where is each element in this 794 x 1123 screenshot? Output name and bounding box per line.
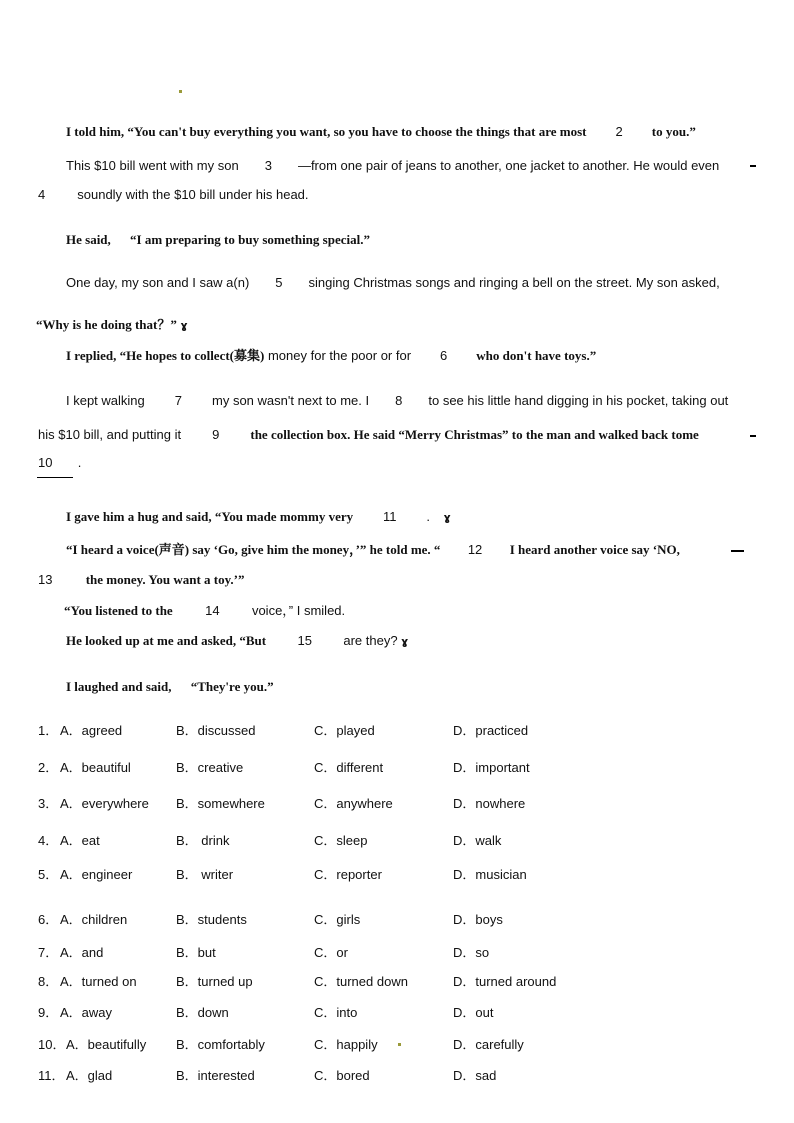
- answer-option-a[interactable]: A．agreed: [60, 723, 123, 738]
- answer-option-b[interactable]: B．turned up: [176, 974, 253, 989]
- answer-option-c[interactable]: C．played: [314, 723, 375, 738]
- blank-number: 11: [382, 509, 397, 524]
- answer-option-a[interactable]: A．away: [60, 1005, 113, 1020]
- passage-line: [66, 632, 408, 651]
- blank-number: 14: [205, 603, 220, 618]
- passage-text: I replied, “He hopes to collect(募集): [66, 348, 265, 363]
- passage-text: “They're you.”: [190, 679, 274, 694]
- answer-option-b[interactable]: B．discussed: [176, 723, 256, 738]
- passage-line: [66, 347, 596, 365]
- question-number: 3．: [38, 796, 59, 811]
- passage-text: his $10 bill, and putting it: [38, 427, 182, 442]
- question-number: 5．: [38, 867, 59, 882]
- answer-option-b[interactable]: B．somewhere: [176, 796, 265, 811]
- answer-option-a[interactable]: A．turned on: [60, 974, 137, 989]
- blank-number: 12: [467, 542, 483, 557]
- answer-option-a[interactable]: A．eat: [60, 833, 100, 848]
- answer-option-a[interactable]: A．beautifully: [66, 1037, 147, 1052]
- passage-text: —from one pair of jeans to another, one jacket to another. He would even: [297, 158, 720, 173]
- answer-option-c[interactable]: C．different: [314, 760, 384, 775]
- answer-option-b[interactable]: B．comfortably: [176, 1037, 265, 1052]
- passage-line: [66, 541, 680, 559]
- answer-option-c[interactable]: C．into: [314, 1005, 358, 1020]
- blank-number: 8: [395, 393, 403, 408]
- question-number: 4．: [38, 833, 59, 848]
- edit-mark-icon: ɣ: [401, 635, 409, 648]
- blank-number: 2: [615, 124, 623, 139]
- passage-text: “Why is he doing that？”: [36, 317, 177, 332]
- answer-option-a[interactable]: A．engineer: [60, 867, 133, 882]
- passage-text: the money. You want a toy.’”: [85, 572, 245, 587]
- answer-option-d[interactable]: D．musician: [453, 867, 527, 882]
- question-number: 1．: [38, 723, 59, 738]
- answer-option-a[interactable]: A．glad: [66, 1068, 113, 1083]
- answer-option-a[interactable]: A．beautiful: [60, 760, 131, 775]
- passage-text: “I am preparing to buy something special.”: [130, 232, 370, 247]
- underline-mark: [731, 550, 744, 552]
- answer-option-b[interactable]: B．interested: [176, 1068, 255, 1083]
- question-number: 7．: [38, 945, 59, 960]
- passage-text: the collection box. He said “Merry Christmas” to the man and walked back tome: [250, 427, 699, 442]
- blank-number: 9: [212, 427, 220, 442]
- passage-text: I told him, “You can't buy everything you want, so you have to choose the things that are most: [66, 124, 587, 139]
- passage-line: [66, 123, 696, 141]
- answer-option-b[interactable]: B．creative: [176, 760, 244, 775]
- passage-text: voice，” I smiled.: [251, 603, 346, 618]
- passage-line: [66, 392, 728, 410]
- blank-number: 4: [38, 187, 46, 202]
- passage-line: [66, 678, 274, 696]
- answer-option-c[interactable]: C．reporter: [314, 867, 382, 882]
- passage-text: He said,: [66, 232, 111, 247]
- answer-option-d[interactable]: D．out: [453, 1005, 494, 1020]
- answer-option-d[interactable]: D．nowhere: [453, 796, 526, 811]
- passage-text: to you.”: [651, 124, 696, 139]
- question-number: 8．: [38, 974, 59, 989]
- answer-option-b[interactable]: B．but: [176, 945, 216, 960]
- passage-text: singing Christmas songs and ringing a bell on the street. My son asked,: [308, 275, 720, 290]
- passage-text: money for the poor or for: [267, 348, 412, 363]
- passage-text: “You listened to the: [64, 603, 173, 618]
- answer-option-d[interactable]: D．so: [453, 945, 490, 960]
- passage-text: I heard another voice say ‘NO,: [509, 542, 680, 557]
- underline-mark: [750, 165, 756, 167]
- answer-option-d[interactable]: D．turned around: [453, 974, 557, 989]
- answer-option-c[interactable]: C．girls: [314, 912, 361, 927]
- passage-line: [38, 571, 245, 589]
- answer-option-b[interactable]: B． drink: [176, 833, 230, 848]
- passage-text: I laughed and said,: [66, 679, 172, 694]
- passage-text: He looked up at me and asked, “But: [66, 633, 267, 648]
- answer-option-c[interactable]: C．anywhere: [314, 796, 393, 811]
- question-number: 9．: [38, 1005, 59, 1020]
- passage-line: [38, 454, 81, 472]
- passage-text: who don't have toys.”: [476, 348, 597, 363]
- blank-number: 5: [275, 275, 283, 290]
- passage-text: “I heard a voice(声音) say ‘Go, give him the money，’” he told me. “: [66, 542, 441, 557]
- passage-text: are they?: [343, 633, 398, 648]
- answer-option-a[interactable]: A．everywhere: [60, 796, 149, 811]
- question-number: 11．: [38, 1068, 65, 1083]
- passage-line: [38, 426, 699, 444]
- blank-number: 15: [297, 633, 312, 648]
- passage-line: [66, 157, 719, 175]
- answer-option-d[interactable]: D．sad: [453, 1068, 497, 1083]
- question-number: 2．: [38, 760, 59, 775]
- blank-number: 3: [264, 158, 272, 173]
- passage-text: I gave him a hug and said, “You made mommy very: [66, 509, 354, 524]
- question-number: 6．: [38, 912, 59, 927]
- underline-mark: [750, 435, 756, 437]
- passage-line: [66, 274, 720, 292]
- passage-text: .: [426, 509, 430, 524]
- passage-text: soundly with the $10 bill under his head.: [77, 187, 309, 202]
- passage-line: [36, 316, 188, 335]
- answer-option-c[interactable]: C．turned down: [314, 974, 408, 989]
- passage-line: [38, 186, 309, 204]
- passage-text: I kept walking: [66, 393, 145, 408]
- passage-text: .: [77, 455, 82, 470]
- decorative-dot: [179, 90, 182, 93]
- passage-line: [66, 231, 370, 249]
- answer-option-c[interactable]: C．happily: [314, 1037, 378, 1052]
- answer-underline: [37, 477, 73, 478]
- answer-option-c[interactable]: C．or: [314, 945, 348, 960]
- question-number: 10．: [38, 1037, 66, 1052]
- answer-option-c[interactable]: C．sleep: [314, 833, 368, 848]
- passage-text: This $10 bill went with my son: [66, 158, 239, 173]
- edit-mark-icon: ɣ: [443, 511, 451, 524]
- decorative-dot: [398, 1043, 401, 1046]
- blank-number: 6: [440, 348, 448, 363]
- answer-option-d[interactable]: D．carefully: [453, 1037, 524, 1052]
- blank-number: 13: [38, 572, 53, 587]
- answer-option-b[interactable]: B．down: [176, 1005, 229, 1020]
- blank-number: 7: [174, 393, 182, 408]
- answer-option-d[interactable]: D．important: [453, 760, 530, 775]
- passage-line: [64, 602, 345, 620]
- answer-option-b[interactable]: B．students: [176, 912, 247, 927]
- blank-number: 10: [38, 455, 53, 470]
- passage-line: [66, 508, 451, 527]
- passage-text: One day, my son and I saw a(n): [66, 275, 250, 290]
- passage-text: my son wasn't next to me. I: [212, 393, 370, 408]
- answer-option-d[interactable]: D．boys: [453, 912, 503, 927]
- answer-option-a[interactable]: A．children: [60, 912, 128, 927]
- answer-option-b[interactable]: B． writer: [176, 867, 234, 882]
- answer-option-d[interactable]: D．practiced: [453, 723, 529, 738]
- answer-option-a[interactable]: A．and: [60, 945, 104, 960]
- passage-text: to see his little hand digging in his pocket, taking out: [428, 393, 729, 408]
- answer-option-d[interactable]: D．walk: [453, 833, 502, 848]
- edit-mark-icon: ɣ: [180, 319, 188, 332]
- answer-option-c[interactable]: C．bored: [314, 1068, 370, 1083]
